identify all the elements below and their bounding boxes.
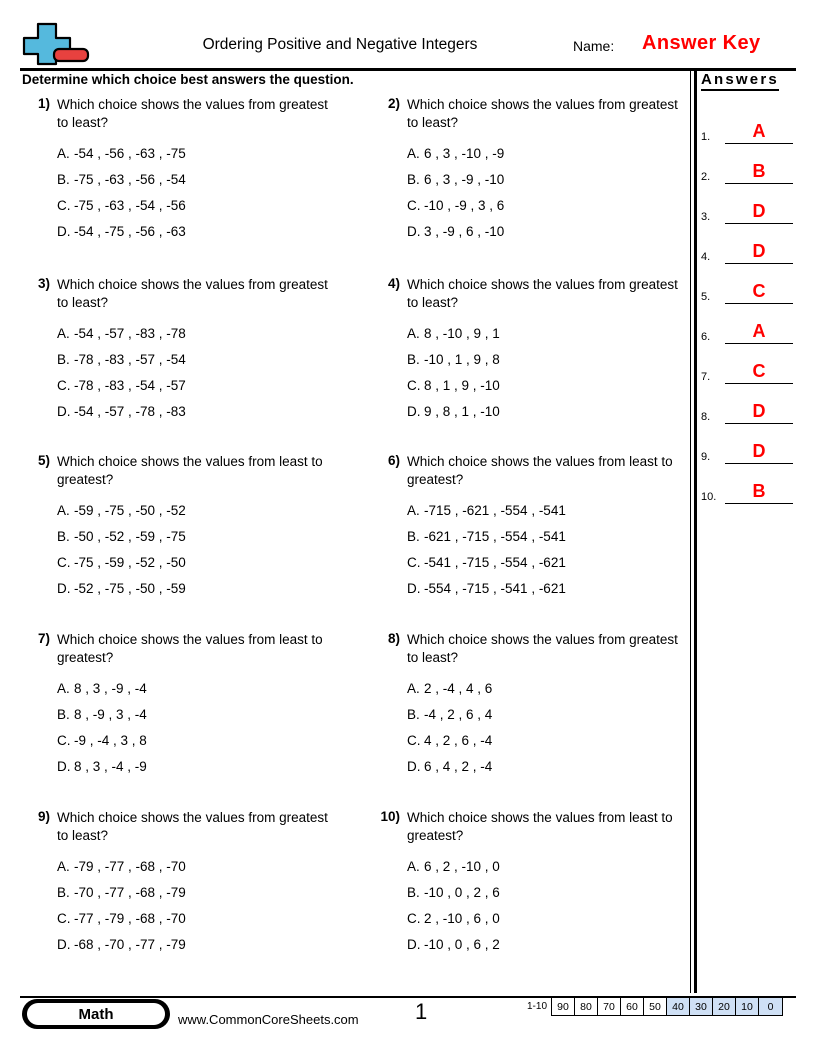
choice-option[interactable] xyxy=(407,880,690,906)
choice-option[interactable] xyxy=(57,141,340,167)
question-number: 9) xyxy=(37,809,50,824)
choice-option[interactable] xyxy=(57,347,340,373)
choice-text: -9 , -4 , 3 , 8 xyxy=(74,733,147,748)
question-number: 5) xyxy=(37,453,50,468)
choice-option[interactable] xyxy=(407,219,690,245)
answer-value: D xyxy=(752,401,766,421)
choice-text: 8 , 1 , 9 , -10 xyxy=(424,378,500,393)
panel-divider-thick xyxy=(694,68,697,993)
choice-letter: D. xyxy=(407,937,421,952)
score-scale-cell: 70 xyxy=(598,998,621,1015)
choice-option[interactable] xyxy=(407,167,690,193)
question-body xyxy=(407,276,690,425)
choice-letter: B. xyxy=(407,172,420,187)
choice-text: -541 , -715 , -554 , -621 xyxy=(424,555,566,570)
answer-value: B xyxy=(752,161,766,181)
choice-option[interactable] xyxy=(57,550,340,576)
choice-text: 8 , -9 , 3 , -4 xyxy=(74,707,147,722)
choice-letter: A. xyxy=(57,326,70,341)
choice-letter: A. xyxy=(57,859,70,874)
choice-option[interactable] xyxy=(407,347,690,373)
choice-option[interactable] xyxy=(407,550,690,576)
answer-number: 6. xyxy=(701,331,711,343)
answer-row xyxy=(701,464,793,504)
choice-text: -59 , -75 , -50 , -52 xyxy=(74,503,186,518)
question-body xyxy=(407,453,690,602)
choice-text: 8 , -10 , 9 , 1 xyxy=(424,326,500,341)
choice-letter: C. xyxy=(407,911,421,926)
choice-text: -715 , -621 , -554 , -541 xyxy=(424,503,566,518)
score-scale-cells xyxy=(551,997,783,1016)
choice-text: -75 , -59 , -52 , -50 xyxy=(74,555,186,570)
answer-number: 1. xyxy=(701,131,711,143)
choice-option[interactable] xyxy=(407,754,690,780)
choice-letter: C. xyxy=(57,555,71,570)
answer-row xyxy=(701,104,793,144)
choice-option[interactable] xyxy=(407,141,690,167)
name-value: Answer Key xyxy=(642,32,761,54)
answer-number: 10. xyxy=(701,491,717,503)
score-scale-label: 1-10 xyxy=(527,1001,548,1012)
choice-letter: B. xyxy=(57,172,70,187)
site-url: www.CommonCoreSheets.com xyxy=(178,1012,359,1027)
choice-text: 8 , 3 , -9 , -4 xyxy=(74,681,147,696)
choice-letter: C. xyxy=(57,378,71,393)
choice-list xyxy=(57,854,340,958)
choice-list xyxy=(57,141,340,245)
answer-value: D xyxy=(752,241,766,261)
choice-option[interactable] xyxy=(407,373,690,399)
choice-list xyxy=(57,321,340,425)
answer-row xyxy=(701,304,793,344)
choice-letter: A. xyxy=(407,859,420,874)
choice-letter: A. xyxy=(407,326,420,341)
question-body xyxy=(57,96,340,245)
choice-letter: D. xyxy=(57,224,71,239)
choice-letter: A. xyxy=(407,503,420,518)
choice-list xyxy=(57,676,340,780)
choice-letter: B. xyxy=(407,352,420,367)
choice-text: -75 , -63 , -54 , -56 xyxy=(74,198,186,213)
choice-list xyxy=(407,141,690,245)
choice-option[interactable] xyxy=(407,906,690,932)
choice-option[interactable] xyxy=(407,498,690,524)
choice-letter: C. xyxy=(57,198,71,213)
choice-letter: D. xyxy=(57,404,71,419)
choice-option[interactable] xyxy=(57,193,340,219)
answer-row xyxy=(701,184,793,224)
question-text: Which choice shows the values from greatest to least? xyxy=(57,810,328,843)
score-scale-cell: 60 xyxy=(621,998,644,1015)
question-body xyxy=(57,453,340,602)
choice-option[interactable] xyxy=(57,854,340,880)
choice-letter: A. xyxy=(57,146,70,161)
choice-letter: A. xyxy=(57,681,70,696)
choice-text: -54 , -57 , -83 , -78 xyxy=(74,326,186,341)
choice-option[interactable] xyxy=(407,854,690,880)
answers-heading: Answers xyxy=(701,71,779,91)
answer-value: D xyxy=(752,441,766,461)
choice-text: 6 , 3 , -9 , -10 xyxy=(424,172,505,187)
choice-letter: B. xyxy=(57,885,70,900)
choice-text: -621 , -715 , -554 , -541 xyxy=(424,529,566,544)
page-number: 1 xyxy=(415,999,428,1024)
choice-text: -78 , -83 , -57 , -54 xyxy=(74,352,186,367)
choice-list xyxy=(407,676,690,780)
choice-option[interactable] xyxy=(57,906,340,932)
header-divider xyxy=(20,68,796,71)
choice-text: 2 , -10 , 6 , 0 xyxy=(424,911,500,926)
question-text: Which choice shows the values from greatest to least? xyxy=(57,277,328,310)
question-body xyxy=(57,631,340,780)
choice-text: -68 , -70 , -77 , -79 xyxy=(74,937,186,952)
choice-letter: C. xyxy=(407,555,421,570)
question-number: 6) xyxy=(387,453,400,468)
choice-option[interactable] xyxy=(407,193,690,219)
answer-number: 3. xyxy=(701,211,711,223)
choice-option[interactable] xyxy=(407,524,690,550)
question-text: Which choice shows the values from greatest to least? xyxy=(57,97,328,130)
question-text: Which choice shows the values from greatest to least? xyxy=(407,277,678,310)
score-scale-cell: 0 xyxy=(759,998,782,1015)
answer-number: 2. xyxy=(701,171,711,183)
question-body xyxy=(57,809,340,958)
choice-option[interactable] xyxy=(57,498,340,524)
question-body xyxy=(407,809,690,958)
choice-text: 2 , -4 , 4 , 6 xyxy=(424,681,493,696)
choice-text: 6 , 3 , -10 , -9 xyxy=(424,146,505,161)
answer-row xyxy=(701,344,793,384)
answer-row xyxy=(701,384,793,424)
choice-letter: D. xyxy=(57,581,71,596)
answer-number: 9. xyxy=(701,451,711,463)
choice-option[interactable] xyxy=(407,576,690,602)
answer-number: 5. xyxy=(701,291,711,303)
choice-letter: A. xyxy=(57,503,70,518)
instructions-text: Determine which choice best answers the question. xyxy=(22,72,354,87)
panel-divider-thin xyxy=(690,68,691,993)
score-scale-cell: 10 xyxy=(736,998,759,1015)
choice-option[interactable] xyxy=(57,728,340,754)
question-number: 10) xyxy=(380,809,400,824)
answer-number: 8. xyxy=(701,411,711,423)
answer-row xyxy=(701,144,793,184)
choice-text: -10 , 1 , 9 , 8 xyxy=(424,352,500,367)
score-scale-cell: 90 xyxy=(552,998,575,1015)
choice-letter: B. xyxy=(57,707,70,722)
question-text: Which choice shows the values from least to greatest? xyxy=(407,810,673,843)
answer-value: C xyxy=(752,281,766,301)
choice-text: -79 , -77 , -68 , -70 xyxy=(74,859,186,874)
answer-number: 7. xyxy=(701,371,711,383)
choice-letter: A. xyxy=(407,146,420,161)
choice-option[interactable] xyxy=(407,676,690,702)
choice-letter: C. xyxy=(407,198,421,213)
choice-option[interactable] xyxy=(57,754,340,780)
choice-option[interactable] xyxy=(57,167,340,193)
choice-text: -10 , -9 , 3 , 6 xyxy=(424,198,505,213)
question-body xyxy=(407,631,690,780)
answer-row xyxy=(701,224,793,264)
choice-text: 8 , 3 , -4 , -9 xyxy=(74,759,147,774)
choice-text: -52 , -75 , -50 , -59 xyxy=(74,581,186,596)
choice-option[interactable] xyxy=(57,576,340,602)
question-number: 8) xyxy=(387,631,400,646)
answer-value: C xyxy=(752,361,766,381)
choice-option[interactable] xyxy=(57,676,340,702)
score-scale-cell: 50 xyxy=(644,998,667,1015)
answer-value: D xyxy=(752,201,766,221)
choice-letter: D. xyxy=(407,581,421,596)
choice-text: 3 , -9 , 6 , -10 xyxy=(424,224,505,239)
choice-option[interactable] xyxy=(407,932,690,958)
plus-minus-icon xyxy=(20,22,92,66)
choice-option[interactable] xyxy=(407,728,690,754)
choice-text: -54 , -56 , -63 , -75 xyxy=(74,146,186,161)
answers-panel xyxy=(690,68,796,993)
question-body xyxy=(407,96,690,245)
choice-letter: D. xyxy=(57,937,71,952)
score-scale-cell: 20 xyxy=(713,998,736,1015)
answer-row xyxy=(701,424,793,464)
choice-text: -75 , -63 , -56 , -54 xyxy=(74,172,186,187)
choice-text: 4 , 2 , 6 , -4 xyxy=(424,733,493,748)
choice-list xyxy=(57,498,340,602)
choice-text: -10 , 0 , 6 , 2 xyxy=(424,937,500,952)
answer-row xyxy=(701,264,793,304)
choice-option[interactable] xyxy=(57,219,340,245)
subject-badge xyxy=(22,999,170,1029)
answer-value: A xyxy=(752,121,766,141)
question-number: 1) xyxy=(37,96,50,111)
choice-letter: B. xyxy=(407,529,420,544)
choice-option[interactable] xyxy=(57,321,340,347)
answer-value: A xyxy=(752,321,766,341)
choice-letter: D. xyxy=(407,759,421,774)
question-text: Which choice shows the values from least to greatest? xyxy=(57,454,323,487)
score-scale xyxy=(527,997,783,1016)
choice-text: -4 , 2 , 6 , 4 xyxy=(424,707,493,722)
subject-badge-label: Math xyxy=(27,1003,165,1025)
choice-letter: B. xyxy=(57,352,70,367)
choice-letter: C. xyxy=(407,733,421,748)
page-title: Ordering Positive and Negative Integers xyxy=(202,36,478,53)
choice-letter: D. xyxy=(407,404,421,419)
choice-text: -10 , 0 , 2 , 6 xyxy=(424,885,500,900)
question-number: 7) xyxy=(37,631,50,646)
question-text: Which choice shows the values from greatest to least? xyxy=(407,632,678,665)
question-text: Which choice shows the values from least to greatest? xyxy=(407,454,673,487)
choice-option[interactable] xyxy=(57,373,340,399)
choice-option[interactable] xyxy=(57,399,340,425)
choice-letter: C. xyxy=(407,378,421,393)
score-scale-cell: 40 xyxy=(667,998,690,1015)
choice-text: -54 , -75 , -56 , -63 xyxy=(74,224,186,239)
question-text: Which choice shows the values from greatest to least? xyxy=(407,97,678,130)
choice-list xyxy=(407,498,690,602)
choice-text: -78 , -83 , -54 , -57 xyxy=(74,378,186,393)
choice-option[interactable] xyxy=(407,702,690,728)
choice-text: -70 , -77 , -68 , -79 xyxy=(74,885,186,900)
choice-list xyxy=(407,321,690,425)
question-text: Which choice shows the values from least to greatest? xyxy=(57,632,323,665)
choice-letter: B. xyxy=(407,707,420,722)
choice-text: 9 , 8 , 1 , -10 xyxy=(424,404,500,419)
choice-letter: C. xyxy=(57,911,71,926)
name-label: Name: xyxy=(573,38,615,54)
score-scale-cell: 80 xyxy=(575,998,598,1015)
choice-text: -77 , -79 , -68 , -70 xyxy=(74,911,186,926)
question-number: 2) xyxy=(387,96,400,111)
answer-number: 4. xyxy=(701,251,711,263)
choice-option[interactable] xyxy=(57,932,340,958)
choice-text: -554 , -715 , -541 , -621 xyxy=(424,581,566,596)
answer-value: B xyxy=(752,481,766,501)
score-scale-cell: 30 xyxy=(690,998,713,1015)
choice-option[interactable] xyxy=(57,702,340,728)
choice-option[interactable] xyxy=(57,880,340,906)
choice-text: -54 , -57 , -78 , -83 xyxy=(74,404,186,419)
choice-text: 6 , 2 , -10 , 0 xyxy=(424,859,500,874)
choice-letter: D. xyxy=(57,759,71,774)
choice-letter: B. xyxy=(407,885,420,900)
page-header xyxy=(20,22,796,68)
question-number: 4) xyxy=(387,276,400,291)
question-number: 3) xyxy=(37,276,50,291)
choice-option[interactable] xyxy=(57,524,340,550)
choice-option[interactable] xyxy=(407,321,690,347)
choice-letter: B. xyxy=(57,529,70,544)
choice-letter: A. xyxy=(407,681,420,696)
choice-text: 6 , 4 , 2 , -4 xyxy=(424,759,493,774)
choice-text: -50 , -52 , -59 , -75 xyxy=(74,529,186,544)
question-body xyxy=(57,276,340,425)
choice-letter: D. xyxy=(407,224,421,239)
choice-option[interactable] xyxy=(407,399,690,425)
choice-list xyxy=(407,854,690,958)
choice-letter: C. xyxy=(57,733,71,748)
